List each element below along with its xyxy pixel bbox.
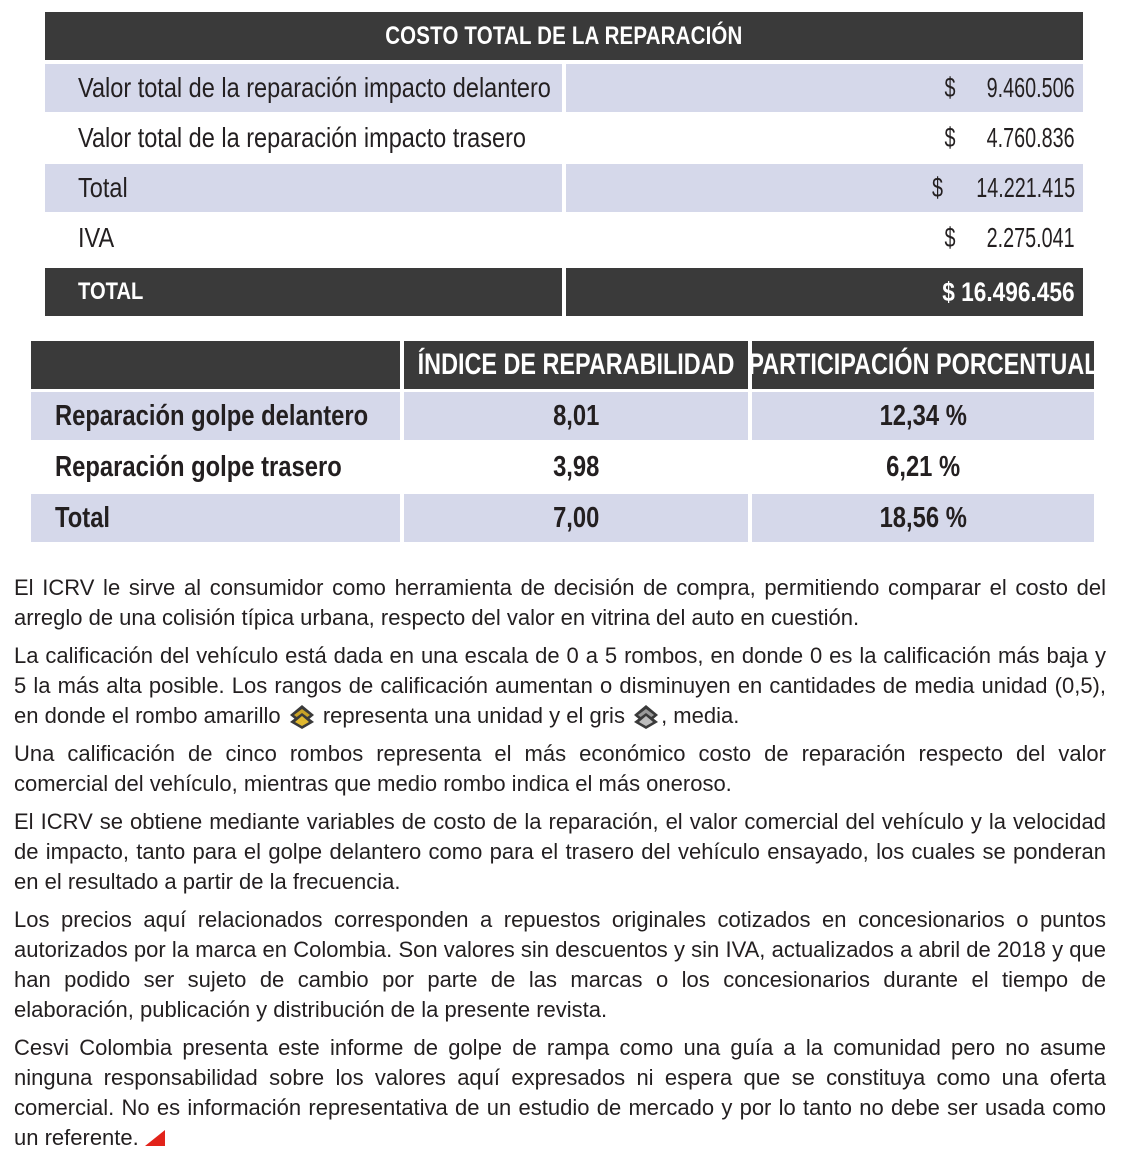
row-value: $ 2.275.041 (944, 222, 1075, 253)
total-label: TOTAL (45, 268, 562, 316)
row-label: Total (45, 164, 562, 212)
table-row (45, 212, 1083, 264)
header-cell-index: ÍNDICE DE REPARABILIDAD (404, 341, 748, 389)
table-row (31, 443, 1094, 491)
yellow-rhombus-icon (287, 704, 317, 730)
header-cell-share: PARTICIPACIÓN PORCENTUAL (752, 341, 1094, 389)
paragraph: Una calificación de cinco rombos representa el más económico costo de reparación respecto del valor comercial del vehículo, mientras que medio rombo indica el más oneroso. (14, 741, 1106, 796)
row-index: 3,98 (552, 450, 600, 483)
total-value: $ 16.496.456 (566, 268, 1083, 316)
row-label: Total (31, 494, 400, 542)
row-share: 18,56 % (752, 494, 1094, 542)
repair-cost-table (45, 12, 1083, 316)
row-value: $ 9.460.506 (566, 64, 1083, 112)
gray-rhombus-icon (631, 704, 661, 730)
header-cell-empty (31, 341, 400, 389)
row-label: Valor total de la reparación impacto delantero (45, 64, 562, 112)
paragraph: La calificación del vehículo está dada en una escala de 0 a 5 rombos, en donde 0 es la calificación más baja y 5 la más alta posible. Los rangos de calificación aumentan o disminuyen en cantidades de media unidad (0,5), en donde el rombo amarillo representa una unidad y el gris , media. (14, 643, 1106, 728)
paragraph: Los precios aquí relacionados corresponden a repuestos originales cotizados en concesionarios o puntos autorizados por la marca en Colombia. Son valores sin descuentos y sin IVA, actualizados a abril de 2018 y que han podido ser sujeto de cambio por parte de las marcas o los concesionarios durante el tiempo de elaboración, publicación y distribución de la presente revista. (14, 907, 1106, 1022)
row-index: 8,01 (404, 392, 748, 440)
table-row (45, 164, 1083, 212)
table-row (45, 112, 1083, 164)
explanatory-text (14, 573, 1106, 1161)
row-value: $ 14.221.415 (566, 164, 1083, 212)
paragraph: Cesvi Colombia presenta este informe de golpe de rampa como una guía a la comunidad pero no asume ninguna responsabilidad sobre los valores aquí expresados ni espera que se constituya como una oferta comercial. No es información representativa de un estudio de mercado y por lo tanto no debe ser usada como un referente. (14, 1035, 1106, 1150)
repair-cost-title: COSTO TOTAL DE LA REPARACIÓN (45, 12, 1083, 60)
row-share: 6,21 % (885, 450, 961, 483)
row-value: $ 4.760.836 (944, 122, 1075, 153)
row-index: 7,00 (404, 494, 748, 542)
total-row (45, 268, 1083, 316)
red-triangle-end-mark-icon (145, 1130, 165, 1146)
row-label: IVA (78, 222, 115, 253)
table-row (45, 64, 1083, 112)
row-label: Valor total de la reparación impacto trasero (78, 122, 526, 153)
row-share: 12,34 % (752, 392, 1094, 440)
row-label: Reparación golpe delantero (31, 392, 400, 440)
row-label: Reparación golpe trasero (55, 450, 342, 483)
reparability-index-table (31, 341, 1099, 542)
paragraph: El ICRV le sirve al consumidor como herramienta de decisión de compra, permitiendo comparar el costo del arreglo de una colisión típica urbana, respecto del valor en vitrina del auto en cuestión. (14, 575, 1106, 630)
paragraph: El ICRV se obtiene mediante variables de costo de la reparación, el valor comercial del vehículo y la velocidad de impacto, tanto para el golpe delantero como para el trasero del vehículo ensayado, los cuales se ponderan en el resultado a partir de la frecuencia. (14, 809, 1106, 894)
table-row (31, 494, 1094, 542)
table-row (31, 392, 1094, 440)
table-header-row (31, 341, 1099, 389)
